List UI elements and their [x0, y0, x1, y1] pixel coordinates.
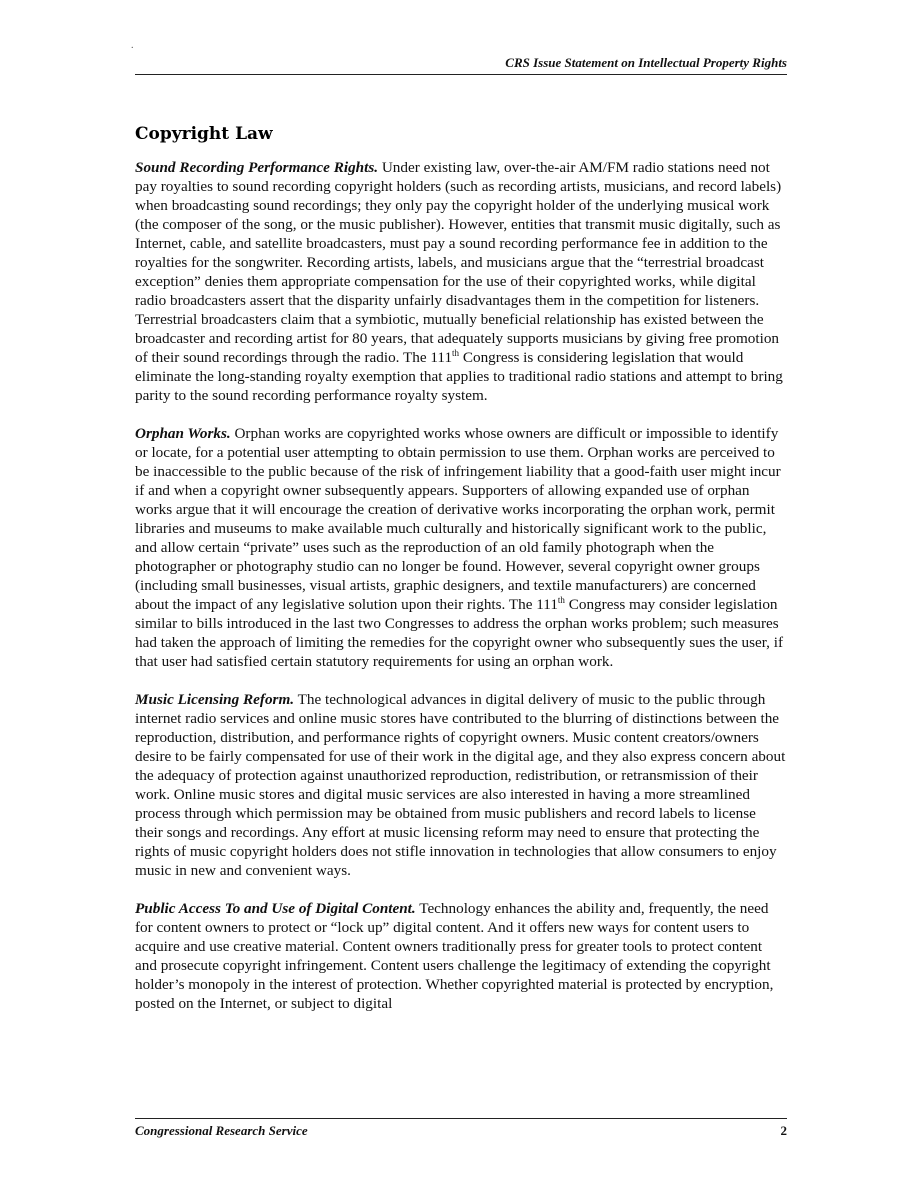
paragraph-sound-recording [135, 158, 787, 405]
ordinal-superscript: th [452, 348, 460, 358]
paragraph-public-access [135, 899, 787, 1013]
page-footer [135, 1118, 787, 1140]
paragraph-text-continued: Congress may consider legislation similar to bills introduced in the last two Congresses to address the orphan works problem; such measures had taken the approach of limiting the remedies for the copyright owner who subsequently sues the user, if that user had satisfied certain statutory requirements for using an orphan work. [135, 596, 784, 670]
ordinal-superscript: th [557, 595, 565, 605]
paragraph-text: The technological advances in digital delivery of music to the public through internet radio services and online music stores have contributed to the blurring of distinctions between the reproduction, distribution, and performance rights of copyright owners. Music content creators/owners desire to be fairly compensated for use of their work in the digital age, and they also express concern about the adequacy of protection against unauthorized reproduction, redistribution, or retransmission of their work. Online music stores and digital music services are also interested in having a more streamlined process through which permission may be obtained from music publishers and record labels to license their songs and recordings. Any effort at music licensing reform may need to ensure that protecting the rights of music copyright holders does not stifle innovation in technologies that allow consumers to enjoy music in new and convenient ways. [135, 691, 786, 879]
running-head: CRS Issue Statement on Intellectual Property Rights [135, 54, 787, 75]
paragraph-lead: Music Licensing Reform. [135, 691, 295, 708]
paragraph-lead: Sound Recording Performance Rights. [135, 159, 379, 176]
paragraph-text: Under existing law, over-the-air AM/FM radio stations need not pay royalties to sound recording copyright holders (such as recording artists, musicians, and record labels) when broadcasting sound recordings; they only pay the copyright holder of the underlying musical work (the composer of the song, or the music publisher). However, entities that transmit music digitally, such as Internet, cable, and satellite broadcasters, must pay a sound recording performance fee in addition to the royalties for the songwriter. Recording artists, labels, and musicians argue that the “terrestrial broadcast exception” denies them appropriate compensation for the use of their copyrighted works, while digital radio broadcasters assert that the disparity unfairly disadvantages them in the competition for listeners. Terrestrial broadcasters claim that a symbiotic, mutually beneficial relationship has existed between the broadcaster and recording artist for 80 years, that adequately supports musicians by giving free promotion of their sound recordings through the radio. The 111 [135, 159, 782, 366]
paragraph-text: Orphan works are copyrighted works whose owners are difficult or impossible to identify or locate, for a potential user attempting to obtain permission to use them. Orphan works are perceived to be inaccessible to the public because of the risk of infringement liability that a good-faith user might incur if and when a copyright owner subsequently appears. Supporters of allowing expanded use of orphan works argue that it will encourage the creation of derivative works incorporating the orphan work, permit libraries and museums to make available much culturally and historically significant work to the public, and allow certain “private” uses such as the reproduction of an old family photograph when the photographer or photography studio can no longer be found. However, several copyright owner groups (including small businesses, visual artists, graphic designers, and textile manufacturers) are concerned about the impact of any legislative solution upon their rights. The 111 [135, 425, 781, 613]
footer-source: Congressional Research Service [135, 1123, 308, 1138]
paragraph-lead: Public Access To and Use of Digital Content. [135, 900, 416, 917]
corner-mark: . [131, 40, 134, 51]
paragraph-lead: Orphan Works. [135, 425, 231, 442]
paragraph-text: Technology enhances the ability and, frequently, the need for content owners to protect or “lock up” digital content. And it offers new ways for content users to acquire and use creative material. Content owners traditionally press for greater tools to protect content and prosecute copyright infringement. Content users challenge the legitimacy of extending the copyright holder’s monopoly in the interest of protection. Whether copyrighted material is protected by encryption, posted on the Internet, or subject to digital [135, 900, 774, 1012]
section-heading: Copyright Law [135, 124, 273, 144]
paragraph-orphan-works [135, 424, 787, 671]
paragraph-text-continued: Congress is considering legislation that would eliminate the long-standing royalty exemption that applies to traditional radio stations and attempt to bring parity to the sound recording performance royalty system. [135, 349, 783, 404]
body-text [135, 158, 787, 1032]
paragraph-music-licensing [135, 690, 787, 880]
page-number: 2 [780, 1123, 787, 1138]
